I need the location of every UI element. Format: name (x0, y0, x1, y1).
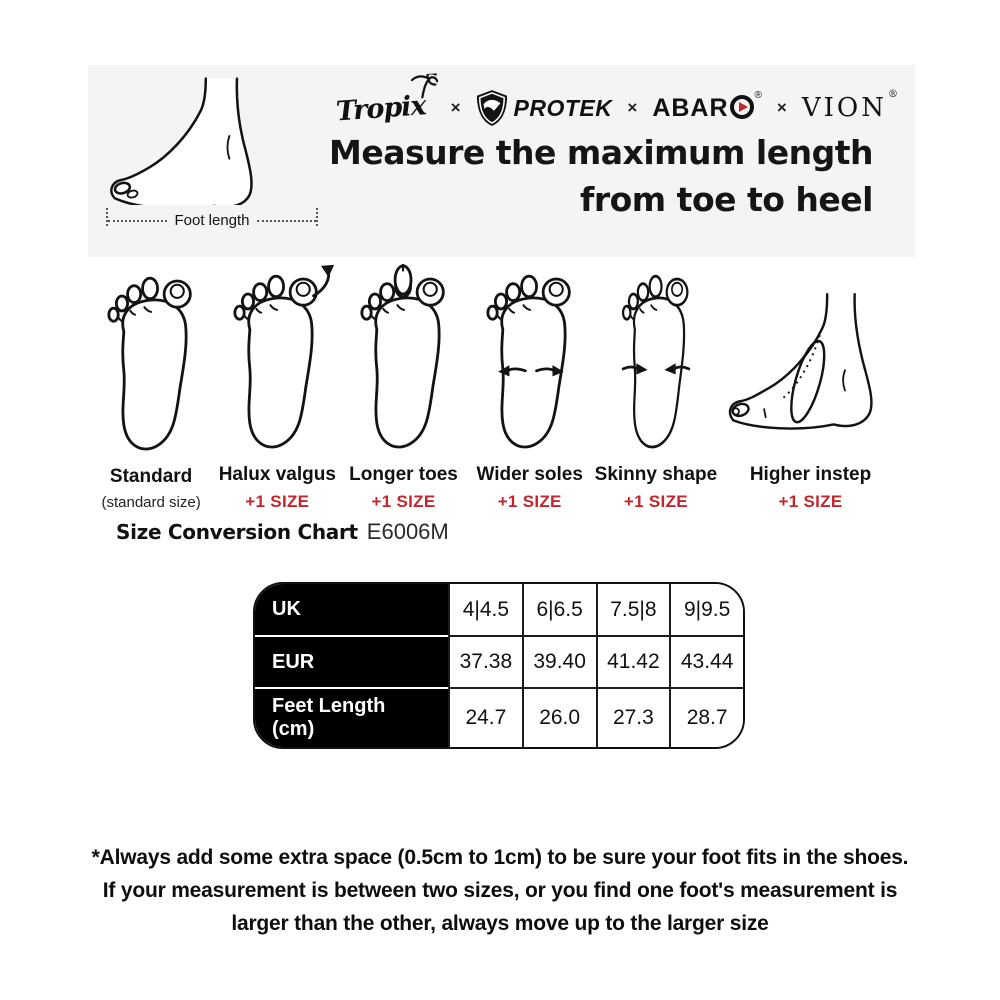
foot-type-sublabel: +1 SIZE (371, 492, 436, 511)
footnote-line-1: *Always add some extra space (0.5cm to 1cm) to be sure your foot fits in the shoes. (91, 846, 909, 869)
foot-type-sublabel: (standard size) (101, 494, 201, 511)
measure-dotted-line-left (108, 220, 167, 222)
footnote-line-3: larger than the other, always move up to the larger size (231, 912, 769, 935)
halux-valgus-foot-illustration (216, 264, 338, 456)
foot-art (343, 262, 465, 456)
feet-length-value: 24.7 (448, 689, 522, 747)
abaro-logo-text: ABAR (652, 93, 729, 122)
eur-value: 37.38 (448, 637, 522, 689)
abaro-play-o-icon (730, 95, 754, 119)
row-label-feet-length: Feet Length (cm) (255, 689, 448, 747)
foot-type-wider-soles (467, 262, 593, 512)
feet-length-value: 28.7 (669, 689, 743, 747)
foot-type-sublabel: +1 SIZE (245, 492, 310, 511)
protek-logo (476, 89, 613, 127)
foot-type-longer-toes (340, 262, 466, 512)
headline (329, 129, 873, 223)
foot-art (90, 262, 212, 458)
headline-line-1: Measure the maximum length (329, 133, 873, 172)
brand-logos-row (336, 85, 901, 131)
feet-length-value: 26.0 (522, 689, 596, 747)
brand-separator: × (776, 98, 787, 117)
wider-soles-foot-illustration (469, 264, 591, 456)
foot-art (216, 262, 338, 456)
foot-type-halux-valgus (214, 262, 340, 512)
foot-art (595, 262, 717, 456)
measure-tick-right (316, 208, 318, 226)
eur-value: 41.42 (596, 637, 670, 689)
foot-types-row (88, 262, 902, 512)
standard-foot-illustration (90, 266, 212, 458)
foot-length-measure (106, 212, 318, 229)
footnote-line-2: If your measurement is between two sizes, or you find one foot's measurement is (102, 879, 898, 902)
measure-dotted-line-right (257, 220, 316, 222)
foot-type-label: Longer toes (349, 464, 458, 485)
registered-mark: ® (754, 89, 762, 101)
foot-type-sublabel: +1 SIZE (778, 492, 843, 511)
foot-type-label: Halux valgus (218, 464, 336, 485)
row-label-uk: UK (255, 584, 448, 637)
abaro-logo (652, 89, 762, 123)
palm-tree-icon (407, 73, 439, 99)
eur-value: 43.44 (669, 637, 743, 689)
measure-tick-left (106, 208, 108, 226)
foot-type-label: Skinny shape (594, 464, 718, 485)
vion-logo (801, 89, 901, 123)
foot-type-sublabel: +1 SIZE (623, 492, 688, 511)
size-chart-heading (116, 519, 449, 545)
vion-logo-text: VION (801, 93, 887, 123)
measure-instruction-panel (88, 65, 915, 257)
brand-separator: × (627, 98, 638, 117)
longer-toes-foot-illustration (343, 264, 465, 456)
feet-length-value: 27.3 (596, 689, 670, 747)
size-chart-title: Size Conversion Chart (116, 520, 358, 544)
foot-type-sublabel: +1 SIZE (497, 492, 562, 511)
play-triangle-icon (739, 102, 748, 112)
footnote (40, 841, 960, 940)
side-foot-illustration (104, 77, 316, 205)
tropix-logo (335, 89, 437, 127)
foot-type-label: Higher instep (749, 464, 872, 485)
uk-value: 4|4.5 (448, 584, 522, 637)
registered-mark: ® (887, 89, 901, 100)
foot-art (722, 262, 900, 456)
foot-length-label: Foot length (174, 212, 250, 229)
foot-type-higher-instep (719, 262, 902, 512)
foot-type-label: Standard (109, 466, 193, 487)
higher-instep-foot-illustration (722, 291, 900, 456)
foot-art (469, 262, 591, 456)
model-code: E6006M (366, 519, 449, 544)
foot-type-skinny-shape (593, 262, 719, 512)
uk-value: 9|9.5 (669, 584, 743, 637)
tropix-logo-text: Tropix (335, 89, 427, 127)
foot-type-standard (88, 262, 214, 512)
protek-shield-icon (476, 89, 508, 127)
skinny-shape-foot-illustration (595, 264, 717, 456)
uk-value: 7.5|8 (596, 584, 670, 637)
headline-line-2: from toe to heel (580, 180, 873, 219)
eur-value: 39.40 (522, 637, 596, 689)
uk-value: 6|6.5 (522, 584, 596, 637)
foot-length-diagram (104, 77, 326, 229)
foot-type-label: Wider soles (476, 464, 583, 485)
size-conversion-table (253, 582, 745, 749)
brand-separator: × (450, 98, 461, 117)
protek-logo-text: PROTEK (513, 94, 613, 121)
row-label-eur: EUR (255, 637, 448, 689)
